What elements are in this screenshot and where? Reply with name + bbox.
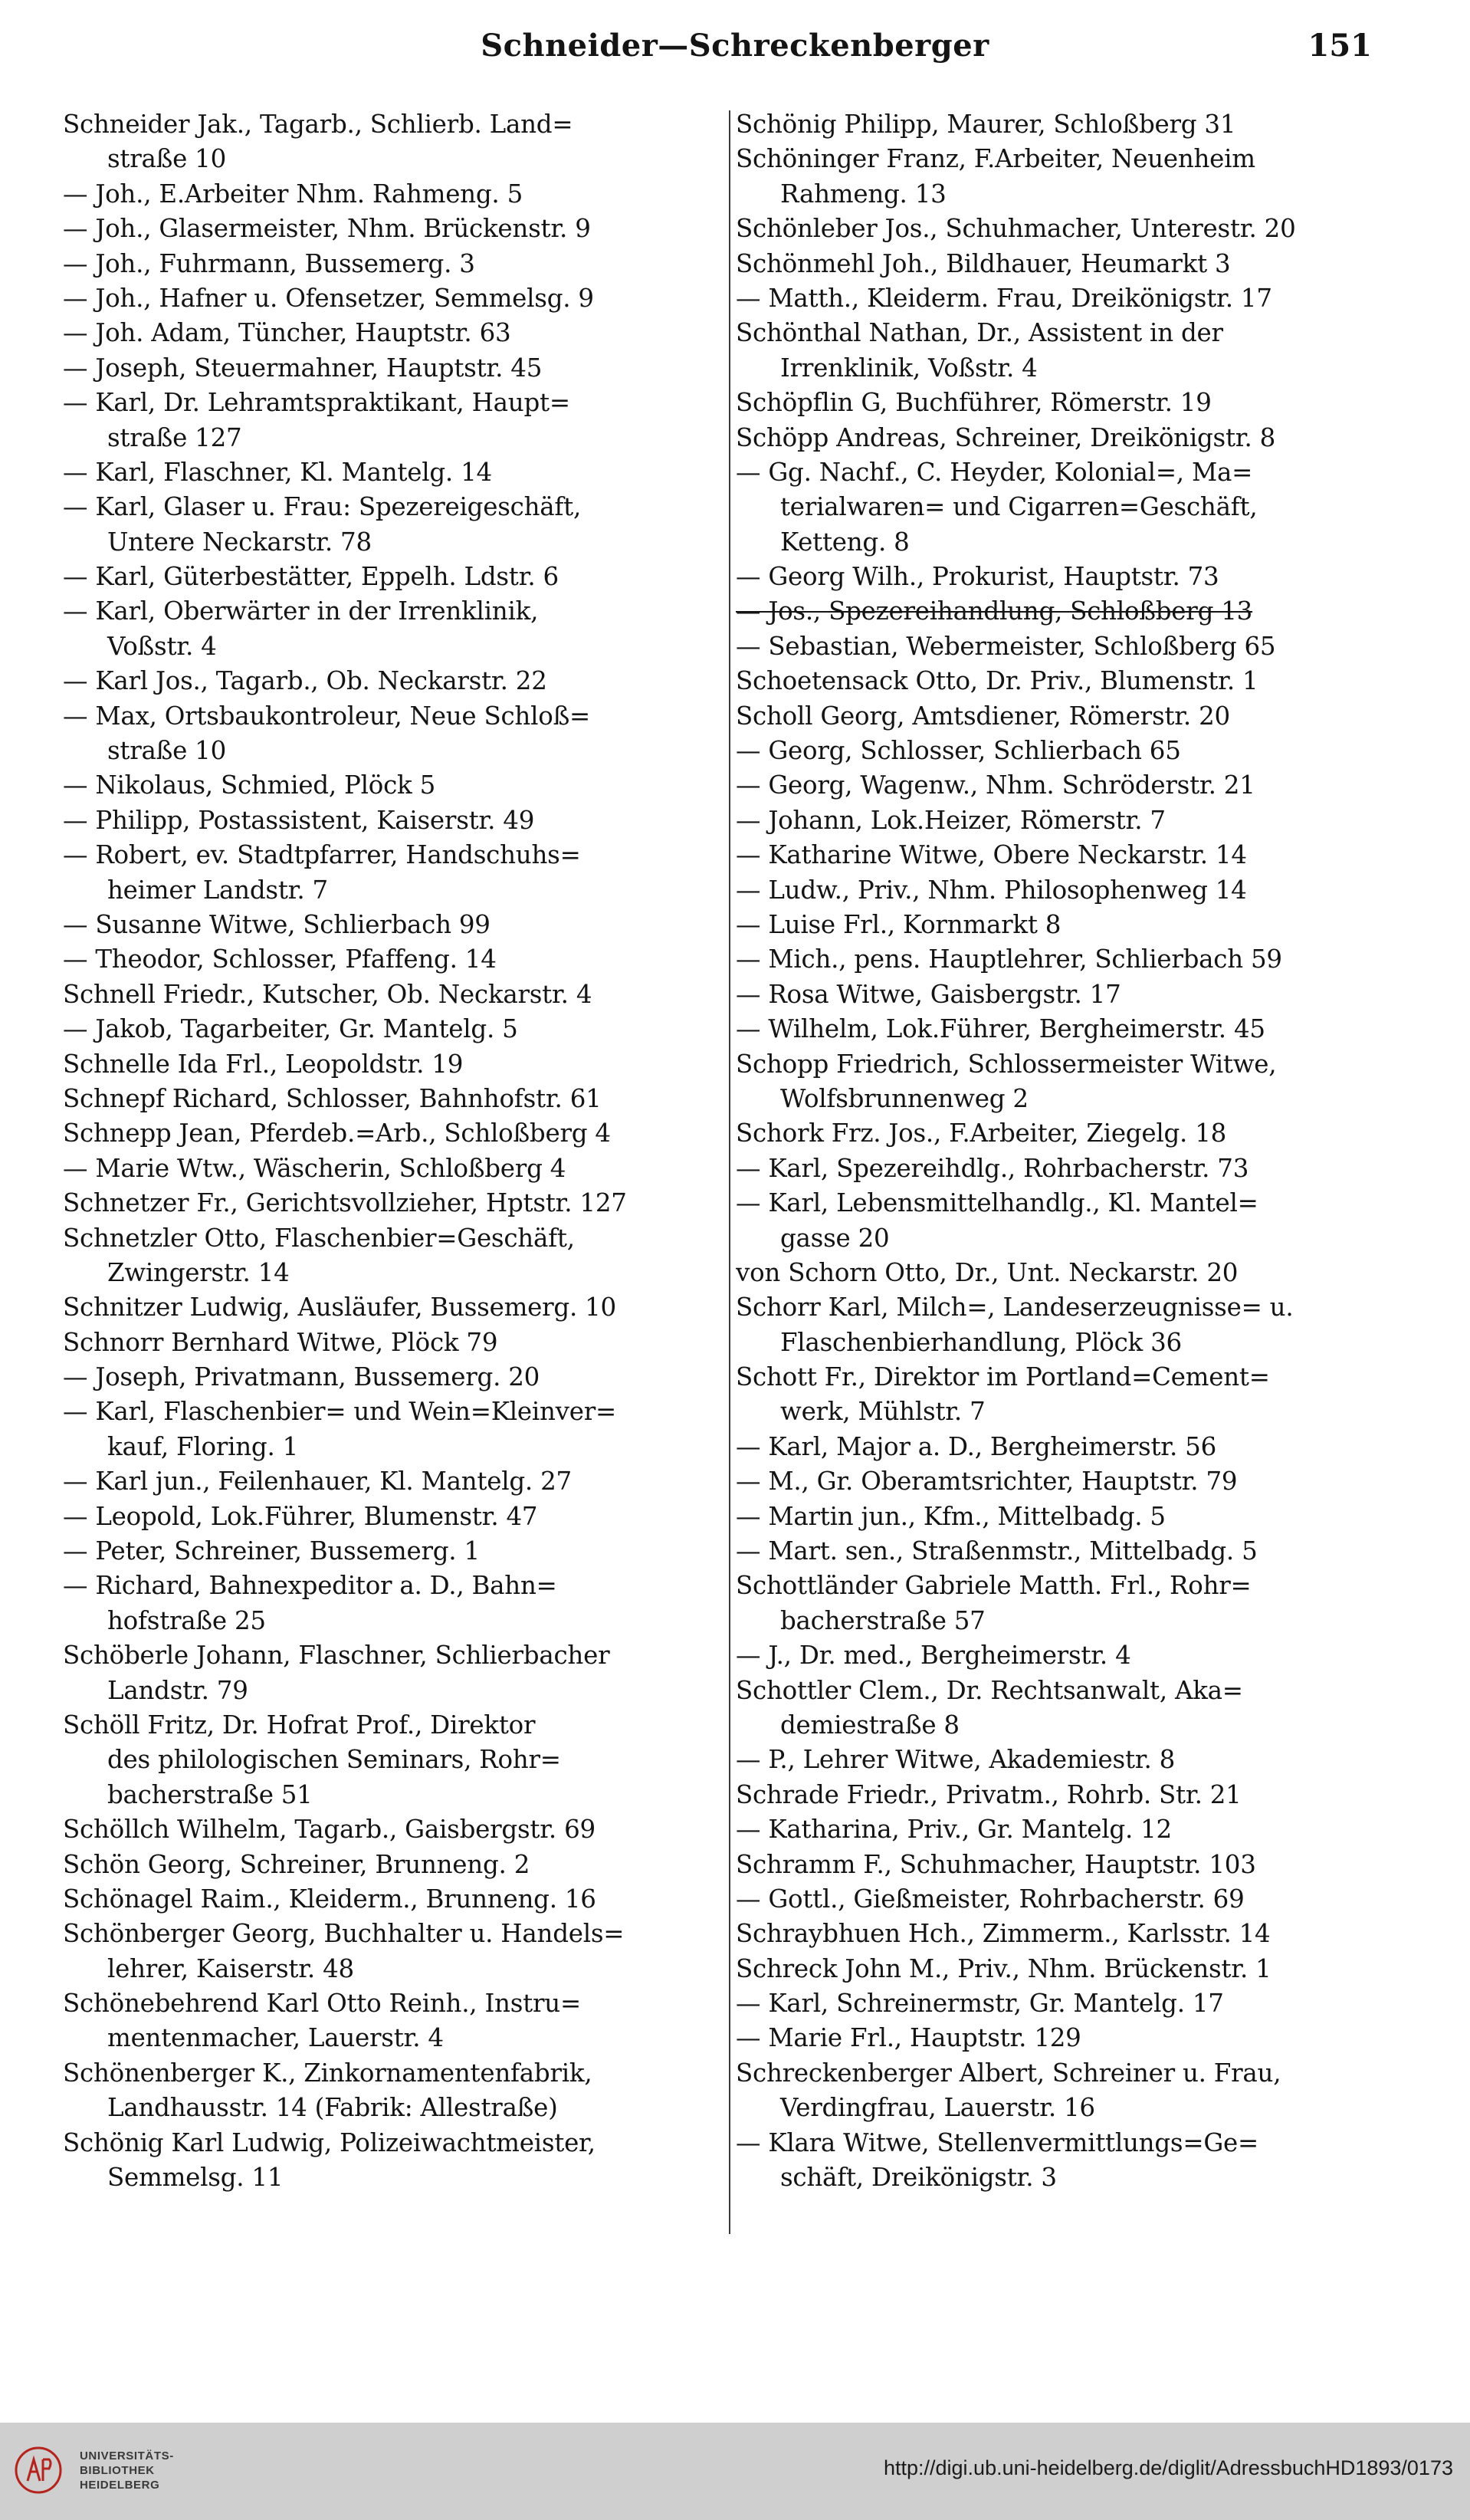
left-column	[63, 107, 724, 2246]
directory-entry: — Leopold, Lok.Führer, Blumenstr. 47	[63, 1501, 538, 1531]
directory-entry: Schneider Jak., Tagarb., Schlierb. Land=	[63, 110, 573, 139]
directory-entry: Schraybhuen Hch., Zimmerm., Karlsstr. 14	[736, 1919, 1271, 1949]
directory-entry-continuation: gasse 20	[780, 1223, 890, 1253]
directory-entry: — Robert, ev. Stadtpfarrer, Handschuhs=	[63, 840, 581, 870]
directory-entry: — J., Dr. med., Bergheimerstr. 4	[736, 1641, 1131, 1671]
directory-entry: Schönthal Nathan, Dr., Assistent in der	[736, 318, 1223, 348]
directory-entry: — Wilhelm, Lok.Führer, Bergheimerstr. 45	[736, 1014, 1265, 1044]
directory-entry-continuation: Verdingfrau, Lauerstr. 16	[780, 2093, 1095, 2123]
directory-entry: Schöll Fritz, Dr. Hofrat Prof., Direktor	[63, 1710, 536, 1740]
directory-entry: — Karl, Flaschenbier= und Wein=Kleinver=	[63, 1397, 617, 1427]
directory-entry: — Katharine Witwe, Obere Neckarstr. 14	[736, 840, 1247, 870]
directory-entry: Schnitzer Ludwig, Ausläufer, Bussemerg. 10	[63, 1293, 616, 1322]
library-logo-icon	[14, 2446, 63, 2495]
directory-entry: — Karl, Schreinermstr, Gr. Mantelg. 17	[736, 1989, 1224, 2019]
directory-entry-continuation: Semmelsg. 11	[107, 2163, 284, 2193]
directory-entry: — Georg, Schlosser, Schlierbach 65	[736, 736, 1181, 766]
directory-entry: Schöllch Wilhelm, Tagarb., Gaisbergstr. 69	[63, 1815, 596, 1845]
directory-entry: Schottler Clem., Dr. Rechtsanwalt, Aka=	[736, 1675, 1243, 1705]
directory-entry: Schreckenberger Albert, Schreiner u. Frau,	[736, 2058, 1281, 2088]
directory-entry: — Joh., Hafner u. Ofensetzer, Semmelsg. 9	[63, 283, 594, 313]
directory-entry: — Mart. sen., Straßenmstr., Mittelbadg. 5	[736, 1536, 1258, 1566]
directory-entry: — Georg, Wagenw., Nhm. Schröderstr. 21	[736, 770, 1255, 800]
directory-entry: — Mich., pens. Hauptlehrer, Schlierbach 59	[736, 945, 1282, 974]
directory-entry: Schoetensack Otto, Dr. Priv., Blumenstr. 1	[736, 666, 1258, 696]
directory-entry: Schnelle Ida Frl., Leopoldstr. 19	[63, 1049, 464, 1079]
directory-entry-continuation: Irrenklinik, Voßstr. 4	[780, 353, 1038, 383]
directory-entry: Schönig Philipp, Maurer, Schloßberg 31	[736, 110, 1236, 139]
directory-entry: Schöpp Andreas, Schreiner, Dreikönigstr. 8	[736, 422, 1276, 452]
library-name-line: BIBLIOTHEK	[80, 2464, 155, 2477]
directory-entry: — Susanne Witwe, Schlierbach 99	[63, 909, 491, 939]
directory-entry: — Karl Jos., Tagarb., Ob. Neckarstr. 22	[63, 666, 547, 696]
directory-entry-continuation: straße 127	[107, 422, 242, 452]
directory-entry: Schnell Friedr., Kutscher, Ob. Neckarstr. 4	[63, 979, 592, 1009]
directory-entry: — Gottl., Gießmeister, Rohrbacherstr. 69	[736, 1884, 1245, 1914]
directory-entry: Schott Fr., Direktor im Portland=Cement=	[736, 1362, 1270, 1392]
directory-entry: — M., Gr. Oberamtsrichter, Hauptstr. 79	[736, 1467, 1238, 1497]
directory-entry: Schnetzer Fr., Gerichtsvollzieher, Hptstr. 127	[63, 1188, 627, 1218]
directory-entry-continuation: Ketteng. 8	[780, 527, 910, 557]
directory-entry: — Joh., Glasermeister, Nhm. Brückenstr. 9	[63, 214, 591, 244]
directory-entry: — Luise Frl., Kornmarkt 8	[736, 909, 1061, 939]
directory-entry: — Johann, Lok.Heizer, Römerstr. 7	[736, 805, 1166, 835]
directory-entry: Schöberle Johann, Flaschner, Schlierbacher	[63, 1641, 610, 1671]
directory-entry: — Karl, Spezereihdlg., Rohrbacherstr. 73	[736, 1153, 1249, 1183]
directory-entry-continuation: Wolfsbrunnenweg 2	[780, 1083, 1029, 1113]
directory-entry: — Sebastian, Webermeister, Schloßberg 65	[736, 631, 1276, 661]
directory-entry: — Jakob, Tagarbeiter, Gr. Mantelg. 5	[63, 1014, 518, 1044]
directory-entry: — Karl, Oberwärter in der Irrenklinik,	[63, 596, 539, 626]
directory-entry: Schorr Karl, Milch=, Landeserzeugnisse= u.	[736, 1293, 1294, 1322]
directory-entry-continuation: des philologischen Seminars, Rohr=	[107, 1745, 561, 1775]
directory-entry: — Georg Wilh., Prokurist, Hauptstr. 73	[736, 562, 1219, 592]
library-footer	[0, 2423, 1470, 2520]
directory-entry-continuation: straße 10	[107, 144, 227, 174]
directory-entry: — Joseph, Steuermahner, Hauptstr. 45	[63, 353, 543, 383]
directory-entry: — Karl, Major a. D., Bergheimerstr. 56	[736, 1431, 1216, 1461]
directory-entry: — Richard, Bahnexpeditor a. D., Bahn=	[63, 1571, 557, 1601]
directory-entry-continuation: demiestraße 8	[780, 1710, 960, 1740]
library-name-line: UNIVERSITÄTS-	[80, 2449, 174, 2463]
directory-entry: Schönebehrend Karl Otto Reinh., Instru=	[63, 1989, 581, 2019]
directory-entry: — Karl, Lebensmittelhandlg., Kl. Mantel=	[736, 1188, 1258, 1218]
directory-entry: — Karl jun., Feilenhauer, Kl. Mantelg. 27	[63, 1467, 572, 1497]
directory-entry: Schreck John M., Priv., Nhm. Brückenstr. 1	[736, 1953, 1271, 1983]
directory-entry: Schönmehl Joh., Bildhauer, Heumarkt 3	[736, 248, 1231, 278]
directory-entry: — Ludw., Priv., Nhm. Philosophenweg 14	[736, 875, 1247, 905]
directory-entry-continuation: kauf, Floring. 1	[107, 1431, 299, 1461]
directory-entry-continuation: bacherstraße 51	[107, 1779, 313, 1809]
directory-entry-continuation: Landhausstr. 14 (Fabrik: Allestraße)	[107, 2093, 558, 2123]
directory-entry: — Klara Witwe, Stellenvermittlungs=Ge=	[736, 2127, 1258, 2157]
directory-entry: — P., Lehrer Witwe, Akademiestr. 8	[736, 1745, 1176, 1775]
page-number: 151	[1308, 28, 1372, 64]
directory-entry-continuation: schäft, Dreikönigstr. 3	[780, 2163, 1057, 2193]
directory-entry-continuation: Zwingerstr. 14	[107, 1257, 290, 1287]
library-name-line: HEIDELBERG	[80, 2479, 160, 2492]
running-title: Schneider—Schreckenberger	[481, 28, 989, 64]
directory-entry: — Philipp, Postassistent, Kaiserstr. 49	[63, 805, 535, 835]
directory-entry: Schnepp Jean, Pferdeb.=Arb., Schloßberg 4	[63, 1119, 611, 1148]
directory-entry-continuation: Rahmeng. 13	[780, 179, 947, 209]
directory-entry-continuation: Flaschenbierhandlung, Plöck 36	[780, 1327, 1182, 1357]
directory-entry: — Nikolaus, Schmied, Plöck 5	[63, 770, 436, 800]
directory-entry: Schrade Friedr., Privatm., Rohrb. Str. 21	[736, 1779, 1242, 1809]
directory-entry: Schnetzler Otto, Flaschenbier=Geschäft,	[63, 1223, 575, 1253]
directory-entry-continuation: heimer Landstr. 7	[107, 875, 328, 905]
directory-entry: Schönig Karl Ludwig, Polizeiwachtmeister,	[63, 2127, 596, 2157]
directory-entry-continuation: Voßstr. 4	[107, 631, 217, 661]
directory-entry: Schnorr Bernhard Witwe, Plöck 79	[63, 1327, 498, 1357]
directory-entry: Schöninger Franz, F.Arbeiter, Neuenheim	[736, 144, 1255, 174]
directory-entry: Schöpflin G, Buchführer, Römerstr. 19	[736, 388, 1212, 418]
directory-entry-continuation: Landstr. 79	[107, 1675, 248, 1705]
directory-entry: Schönagel Raim., Kleiderm., Brunneng. 16	[63, 1884, 596, 1914]
directory-entry: — Rosa Witwe, Gaisbergstr. 17	[736, 979, 1121, 1009]
directory-entry: — Marie Wtw., Wäscherin, Schloßberg 4	[63, 1153, 566, 1183]
library-name	[80, 2449, 174, 2492]
directory-entry-continuation: bacherstraße 57	[780, 1605, 986, 1635]
directory-entry: von Schorn Otto, Dr., Unt. Neckarstr. 20	[736, 1257, 1239, 1287]
directory-entry: Schork Frz. Jos., F.Arbeiter, Ziegelg. 18	[736, 1119, 1227, 1148]
directory-entry: Schönenberger K., Zinkornamentenfabrik,	[63, 2058, 592, 2088]
directory-entry: Scholl Georg, Amtsdiener, Römerstr. 20	[736, 701, 1230, 731]
right-column	[736, 107, 1381, 2246]
directory-entry: — Karl, Glaser u. Frau: Spezereigeschäft,	[63, 492, 582, 522]
directory-entry: — Joh., Fuhrmann, Bussemerg. 3	[63, 248, 475, 278]
directory-entry: — Joh., E.Arbeiter Nhm. Rahmeng. 5	[63, 179, 523, 209]
directory-entry: — Martin jun., Kfm., Mittelbadg. 5	[736, 1501, 1166, 1531]
directory-entry: Schopp Friedrich, Schlossermeister Witwe,	[736, 1049, 1277, 1079]
directory-entry: — Joseph, Privatmann, Bussemerg. 20	[63, 1362, 540, 1392]
directory-entry: Schramm F., Schuhmacher, Hauptstr. 103	[736, 1849, 1256, 1879]
directory-entry: — Marie Frl., Hauptstr. 129	[736, 2023, 1081, 2053]
directory-entry: Schön Georg, Schreiner, Brunneng. 2	[63, 1849, 530, 1879]
directory-entry: — Karl, Flaschner, Kl. Mantelg. 14	[63, 457, 492, 487]
source-url-link[interactable]: http://digi.ub.uni-heidelberg.de/diglit/AdressbuchHD1893/0173	[883, 2456, 1453, 2479]
directory-entry-continuation: lehrer, Kaiserstr. 48	[107, 1953, 354, 1983]
directory-entry: — Joh. Adam, Tüncher, Hauptstr. 63	[63, 318, 511, 348]
directory-entry-continuation: werk, Mühlstr. 7	[780, 1397, 986, 1427]
directory-entry: Schnepf Richard, Schlosser, Bahnhofstr. 61	[63, 1083, 602, 1113]
directory-entry: Schönleber Jos., Schuhmacher, Unterestr. 20	[736, 214, 1296, 244]
directory-entry-continuation: straße 10	[107, 736, 227, 766]
directory-entry: Schottländer Gabriele Matth. Frl., Rohr=	[736, 1571, 1252, 1601]
directory-entry: Schönberger Georg, Buchhalter u. Handels=	[63, 1919, 625, 1949]
directory-entry-continuation: mentenmacher, Lauerstr. 4	[107, 2023, 444, 2053]
directory-entry-continuation: Untere Neckarstr. 78	[107, 527, 372, 557]
directory-entry-continuation: terialwaren= und Cigarren=Geschäft,	[780, 492, 1258, 522]
directory-entry-continuation: hofstraße 25	[107, 1605, 266, 1635]
directory-entry: — Matth., Kleiderm. Frau, Dreikönigstr. 17	[736, 283, 1272, 313]
page-header	[0, 21, 1470, 80]
column-divider	[729, 110, 730, 2234]
directory-columns	[63, 107, 1381, 2246]
directory-entry: — Max, Ortsbaukontroleur, Neue Schloß=	[63, 701, 591, 731]
directory-entry: — Jos., Spezereihandlung, Schloßberg 13	[736, 596, 1253, 626]
directory-entry: — Karl, Güterbestätter, Eppelh. Ldstr. 6	[63, 562, 559, 592]
directory-entry: — Peter, Schreiner, Bussemerg. 1	[63, 1536, 480, 1566]
directory-entry: — Katharina, Priv., Gr. Mantelg. 12	[736, 1815, 1172, 1845]
directory-entry: — Karl, Dr. Lehramtspraktikant, Haupt=	[63, 388, 570, 418]
directory-entry: — Theodor, Schlosser, Pfaffeng. 14	[63, 945, 497, 974]
directory-entry: — Gg. Nachf., C. Heyder, Kolonial=, Ma=	[736, 457, 1253, 487]
